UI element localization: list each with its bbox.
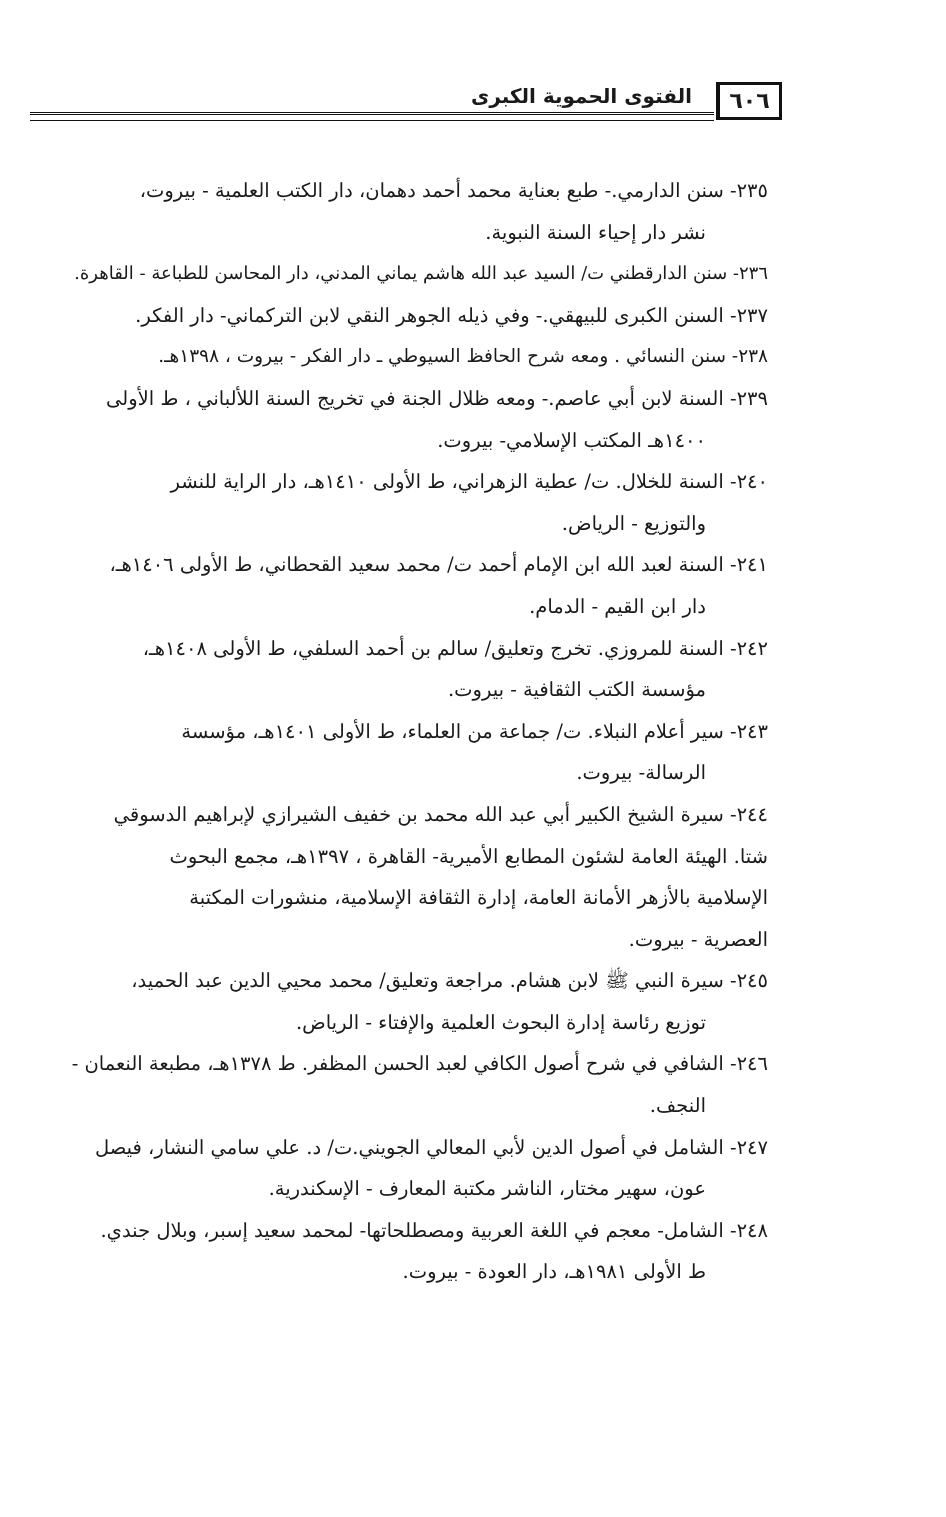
bibliography-entry-244 bbox=[22, 794, 768, 960]
bibliography-list bbox=[22, 170, 768, 1293]
entry-line: مؤسسة الكتب الثقافية - بيروت. bbox=[447, 678, 706, 702]
bibliography-entry-242 bbox=[22, 628, 768, 711]
page-number: ٦٠٦ bbox=[716, 82, 782, 120]
entry-line: توزيع رئاسة إدارة البحوث العلمية والإفتاء - الرياض. bbox=[295, 1010, 706, 1034]
entry-line: ٢٤٢- السنة للمروزي. تخرج وتعليق/ سالم بن أحمد السلفي، ط الأولى ١٤٠٨هـ، bbox=[142, 636, 768, 660]
entry-line: شتا. الهيئة العامة لشئون المطابع الأميرية- القاهرة ، ١٣٩٧هـ، مجمع البحوث bbox=[169, 844, 768, 868]
entry-line: دار ابن القيم - الدمام. bbox=[529, 594, 706, 618]
bibliography-entry-239 bbox=[22, 378, 768, 461]
header-rule-thin bbox=[30, 120, 714, 121]
running-title: الفتوى الحموية الكبرى bbox=[470, 84, 692, 108]
entry-line: ٢٤٥- سيرة النبي ﷺ لابن هشام. مراجعة وتعليق/ محمد محيي الدين عبد الحميد، bbox=[131, 969, 768, 993]
entry-line: النجف. bbox=[649, 1094, 706, 1118]
entry-line: ٢٤٣- سير أعلام النبلاء. ت/ جماعة من العلماء، ط الأولى ١٤٠١هـ، مؤسسة bbox=[181, 719, 768, 743]
entry-line: العصرية - بيروت. bbox=[628, 927, 768, 951]
page-header bbox=[30, 80, 782, 126]
entry-line: ٢٣٦- سنن الدارقطني ت/ السيد عبد الله هاشم يماني المدني، دار المحاسن للطباعة - القاهرة. bbox=[74, 263, 768, 285]
entry-line: ٢٣٩- السنة لابن أبي عاصم.- ومعه ظلال الجنة في تخريج السنة اللألباني ، ط الأولى bbox=[106, 386, 768, 410]
bibliography-entry-238 bbox=[22, 336, 768, 378]
bibliography-entry-248 bbox=[22, 1210, 768, 1293]
entry-line: ٢٤٠- السنة للخلال. ت/ عطية الزهراني، ط الأولى ١٤١٠هـ، دار الراية للنشر bbox=[170, 470, 768, 494]
entry-line: ٢٣٧- السنن الكبرى للبيهقي.- وفي ذيله الجوهر النقي لابن التركماني- دار الفكر. bbox=[135, 303, 768, 327]
bibliography-entry-241 bbox=[22, 544, 768, 627]
entry-line: ٢٤٨- الشامل- معجم في اللغة العربية ومصطلحاتها- لمحمد سعيد إسبر، وبلال جندي. bbox=[100, 1218, 768, 1242]
bibliography-entry-246 bbox=[22, 1043, 768, 1126]
entry-line: ١٤٠٠هـ المكتب الإسلامي- بيروت. bbox=[437, 428, 706, 452]
entry-line: ٢٤٦- الشافي في شرح أصول الكافي لعبد الحسن المظفر. ط ١٣٧٨هـ، مطبعة النعمان - bbox=[71, 1052, 768, 1076]
entry-line: ٢٤٤- سيرة الشيخ الكبير أبي عبد الله محمد بن خفيف الشيرازي لإبراهيم الدسوقي bbox=[113, 802, 768, 826]
entry-line: ٢٤١- السنة لعبد الله ابن الإمام أحمد ت/ محمد سعيد القحطاني، ط الأولى ١٤٠٦هـ، bbox=[109, 553, 768, 577]
bibliography-entry-236 bbox=[22, 253, 768, 295]
bibliography-entry-240 bbox=[22, 461, 768, 544]
bibliography-entry-235 bbox=[22, 170, 768, 253]
entry-line: ٢٣٥- سنن الدارمي.- طبع بعناية محمد أحمد دهمان، دار الكتب العلمية - بيروت، bbox=[139, 179, 768, 202]
entry-line: ٢٤٧- الشامل في أصول الدين لأبي المعالي الجويني.ت/ د. علي سامي النشار، فيصل bbox=[94, 1135, 768, 1159]
entry-line: عون، سهير مختار، الناشر مكتبة المعارف - الإسكندرية. bbox=[268, 1177, 706, 1201]
entry-line: ط الأولى ١٩٨١هـ، دار العودة - بيروت. bbox=[402, 1260, 706, 1284]
bibliography-entry-243 bbox=[22, 711, 768, 794]
bibliography-entry-245 bbox=[22, 960, 768, 1043]
entry-line: والتوزيع - الرياض. bbox=[561, 511, 706, 535]
header-rule bbox=[30, 112, 714, 115]
entry-line: ٢٣٨- سنن النسائي . ومعه شرح الحافظ السيوطي ـ دار الفكر - بيروت ، ١٣٩٨هـ. bbox=[158, 346, 768, 368]
entry-line: الرسالة- بيروت. bbox=[576, 761, 706, 785]
bibliography-entry-237 bbox=[22, 295, 768, 337]
bibliography-entry-247 bbox=[22, 1127, 768, 1210]
entry-line: نشر دار إحياء السنة النبوية. bbox=[485, 220, 706, 244]
entry-line: الإسلامية بالأزهر الأمانة العامة، إدارة الثقافة الإسلامية، منشورات المكتبة bbox=[189, 886, 768, 910]
